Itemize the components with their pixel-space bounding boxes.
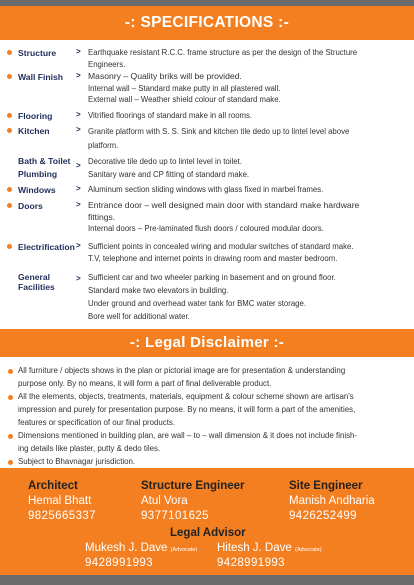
arrow-icon: > bbox=[76, 47, 81, 56]
bullet-icon bbox=[8, 369, 13, 374]
spec-label-2: Plumbing bbox=[18, 169, 58, 179]
advisor-role: (Advocate) bbox=[170, 547, 198, 553]
structure-engineer-title: Structure Engineer bbox=[141, 480, 245, 492]
arrow-icon: > bbox=[76, 71, 81, 80]
spec-line: Sufficient car and two wheeler parking in basement and on ground floor. bbox=[88, 273, 336, 282]
spec-label: Flooring bbox=[18, 111, 53, 121]
advisor-name bbox=[85, 542, 197, 554]
spec-line: Internal wall – Standard make putty in all plastered wall. bbox=[88, 83, 281, 93]
spec-line: Under ground and overhead water tank for BMC water storage. bbox=[88, 299, 306, 308]
spec-value bbox=[88, 184, 408, 196]
site-engineer-name: Manish Andharia bbox=[289, 495, 375, 507]
spec-label: General bbox=[18, 272, 51, 282]
spec-value bbox=[88, 125, 408, 153]
legal-text bbox=[18, 429, 410, 455]
spec-line: External wall – Weather shield colour of standard make. bbox=[88, 95, 281, 104]
spec-value bbox=[88, 110, 408, 122]
structure-engineer-name: Atul Vora bbox=[141, 495, 188, 507]
bullet-icon bbox=[8, 395, 13, 400]
contacts-footer bbox=[0, 468, 414, 575]
legal-line: features or specification of our final products. bbox=[18, 418, 176, 427]
structure-engineer-phone: 9377101625 bbox=[141, 510, 209, 522]
architect-name: Hemal Bhatt bbox=[28, 495, 92, 507]
specifications-list bbox=[0, 40, 414, 329]
legal-disclaimer-heading: -: Legal Disclaimer :- bbox=[0, 329, 414, 357]
spec-label: Doors bbox=[18, 201, 43, 211]
bullet-icon bbox=[7, 128, 12, 133]
arrow-icon: > bbox=[76, 110, 81, 119]
spec-value bbox=[88, 271, 408, 323]
spec-line: Internal doors – Pre-laminated flush doors / coloured modular doors. bbox=[88, 224, 324, 233]
spec-label: Bath & Toilet bbox=[18, 156, 71, 166]
legal-advisor-title: Legal Advisor bbox=[170, 527, 246, 539]
arrow-icon: > bbox=[76, 125, 81, 134]
spec-line: fittings. bbox=[88, 211, 116, 222]
legal-line: All furniture / objects shows in the plan or pictorial image are for presentation & understanding bbox=[18, 366, 346, 375]
spec-value bbox=[88, 200, 408, 235]
spec-line: Engineers. bbox=[88, 59, 126, 69]
spec-line: Standard make two elevators in building. bbox=[88, 286, 229, 295]
legal-text bbox=[18, 390, 410, 429]
advisor-role: (Advocate) bbox=[294, 547, 322, 553]
bullet-icon bbox=[7, 74, 12, 79]
spec-line: Earthquake resistant R.C.C. frame structure as per the design of the Structure bbox=[88, 48, 358, 57]
spec-value bbox=[88, 71, 408, 106]
advisor-phone: 9428991993 bbox=[85, 557, 153, 569]
advisor-phone: 9428991993 bbox=[217, 557, 285, 569]
legal-line: ing details like plaster, putty & dedo tiles. bbox=[18, 444, 161, 453]
bullet-icon bbox=[7, 50, 12, 55]
legal-line: impression and purely for presentation purpose. By no means, it will form a part of the amenities, bbox=[18, 405, 356, 414]
arrow-icon: > bbox=[76, 161, 81, 170]
architect-title: Architect bbox=[28, 480, 78, 492]
bullet-icon bbox=[7, 203, 12, 208]
legal-line: Dimensions mentioned in building plan, are wall – to – wall dimension & it does not include finish- bbox=[18, 431, 358, 440]
site-engineer-phone: 9426252499 bbox=[289, 510, 357, 522]
bullet-icon bbox=[7, 244, 12, 249]
bullet-icon bbox=[7, 187, 12, 192]
arrow-icon: > bbox=[76, 200, 81, 209]
spec-line: Granite platform with S. S. Sink and kitchen tile dedo up to lintel level above bbox=[88, 127, 350, 136]
spec-value bbox=[88, 155, 408, 181]
advisor-name bbox=[217, 542, 322, 554]
spec-label: Wall Finish bbox=[18, 72, 64, 82]
spec-label-2: Facilities bbox=[18, 282, 55, 292]
spec-line: Aluminum section sliding windows with glass fixed in marbel frames. bbox=[88, 185, 324, 194]
spec-line: Entrance door – well designed main door with standard make hardware bbox=[88, 200, 360, 210]
bottom-rule bbox=[0, 575, 414, 585]
legal-text bbox=[18, 364, 410, 390]
spec-line: Masonry – Quality briks will be provided. bbox=[88, 71, 242, 81]
legal-disclaimer-list bbox=[0, 357, 414, 468]
spec-line: Bore well for additional water. bbox=[88, 312, 190, 321]
arrow-icon: > bbox=[76, 184, 81, 193]
spec-line: Vitrified floorings of standard make in all rooms. bbox=[88, 111, 253, 120]
spec-line: Sufficient points in concealed wiring and modular switches of standard make. bbox=[88, 242, 354, 251]
legal-line: purpose only. By no means, it will form a part of final deliverable product. bbox=[18, 379, 272, 388]
bullet-icon bbox=[8, 460, 13, 465]
arrow-icon: > bbox=[76, 241, 81, 250]
legal-line: Subject to Bhavnagar jurisdiction. bbox=[18, 457, 136, 466]
specifications-heading: -: SPECIFICATIONS :- bbox=[0, 6, 414, 40]
spec-label: Kitchen bbox=[18, 126, 50, 136]
spec-label: Structure bbox=[18, 48, 57, 58]
advisor-name-text: Hitesh J. Dave bbox=[217, 542, 292, 554]
spec-line: T.V, telephone and internet points in drawing room and master bedroom. bbox=[88, 254, 338, 263]
spec-label: Electrification bbox=[18, 242, 75, 252]
spec-value bbox=[88, 47, 408, 70]
arrow-icon: > bbox=[76, 274, 81, 283]
legal-line: All the elements, objects, treatments, materials, equipment & colour scheme shown are artisan's bbox=[18, 392, 354, 401]
spec-label: Windows bbox=[18, 185, 56, 195]
architect-phone: 9825665337 bbox=[28, 510, 96, 522]
bullet-icon bbox=[7, 113, 12, 118]
spec-value bbox=[88, 241, 408, 265]
bullet-icon bbox=[8, 434, 13, 439]
spec-line: platform. bbox=[88, 141, 119, 150]
spec-line: Sanitary ware and CP fitting of standard make. bbox=[88, 170, 250, 179]
legal-text bbox=[18, 455, 410, 468]
advisor-name-text: Mukesh J. Dave bbox=[85, 542, 168, 554]
spec-line: Decorative tile dedo up to lintel level in toilet. bbox=[88, 157, 242, 166]
site-engineer-title: Site Engineer bbox=[289, 480, 363, 492]
